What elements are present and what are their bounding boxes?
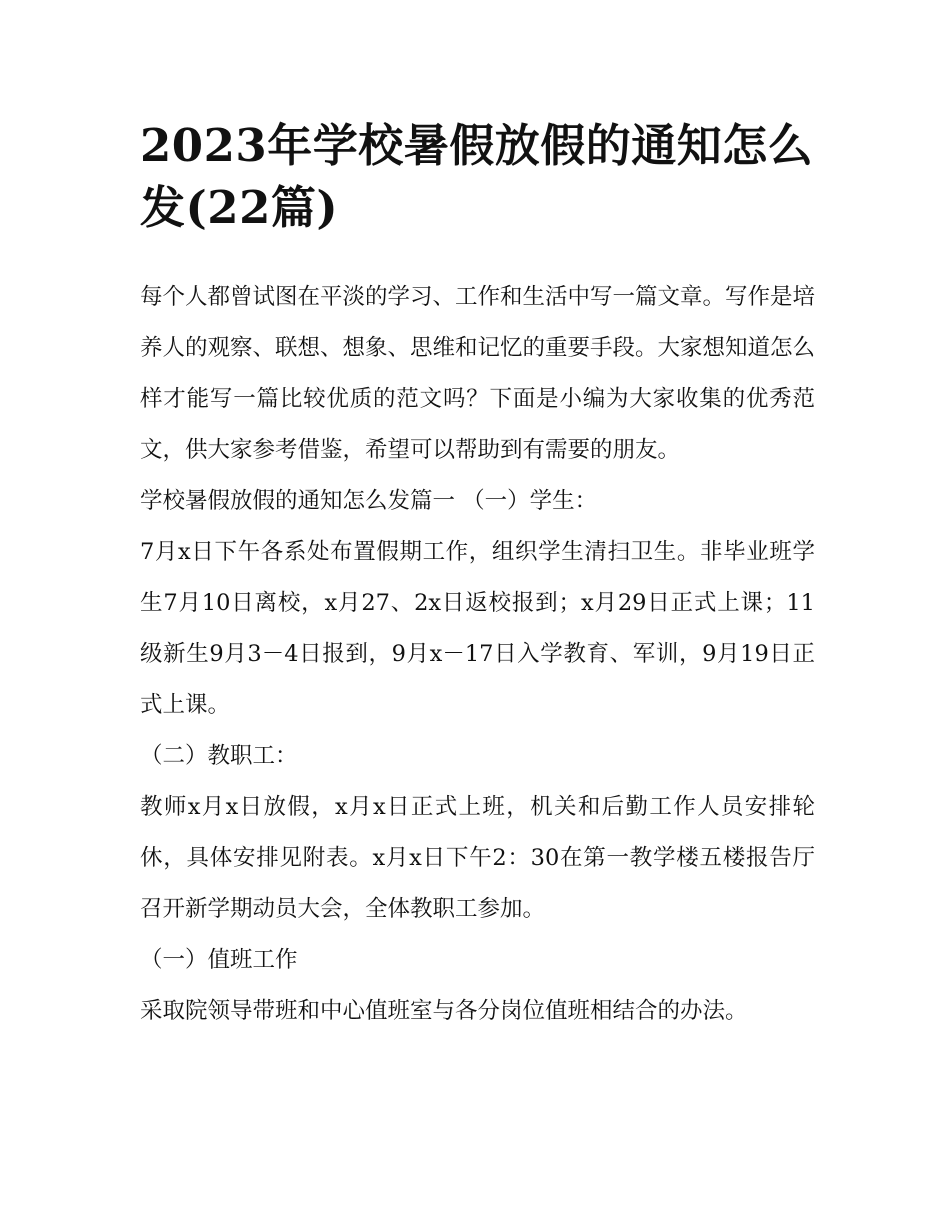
- document-page: [140, 115, 815, 1037]
- paragraph-duty-method: 采取院领导带班和中心值班室与各分岗位值班相结合的办法。: [140, 998, 748, 1024]
- document-title: 2023年学校暑假放假的通知怎么发(22篇): [140, 119, 814, 234]
- document-body: [140, 272, 815, 1037]
- paragraph-staff-schedule: 教师x月x日放假，x月x日正式上班，机关和后勤工作人员安排轮休，具体安排见附表。x月x日下午2：30在第一教学楼五楼报告厅召开新学期动员大会，全体教职工参加。: [140, 794, 815, 922]
- paragraph-intro: 每个人都曾试图在平淡的学习、工作和生活中写一篇文章。写作是培养人的观察、联想、想象、思维和记忆的重要手段。大家想知道怎么样才能写一篇比较优质的范文吗？下面是小编为大家收集的优秀范文，供大家参考借鉴，希望可以帮助到有需要的朋友。: [140, 284, 816, 463]
- paragraph-section-heading-students: 学校暑假放假的通知怎么发篇一 （一）学生：: [140, 488, 598, 514]
- paragraph-section-heading-duty: （一）值班工作: [140, 947, 298, 973]
- paragraph-students-schedule: 7月x日下午各系处布置假期工作，组织学生清扫卫生。非毕业班学生7月10日离校，x月27、2x日返校报到；x月29日正式上课；11级新生9月3－4日报到，9月x－17日入学教育、军训，9月19日正式上课。: [140, 539, 815, 718]
- paragraph-section-heading-staff: （二）教职工：: [140, 743, 298, 769]
